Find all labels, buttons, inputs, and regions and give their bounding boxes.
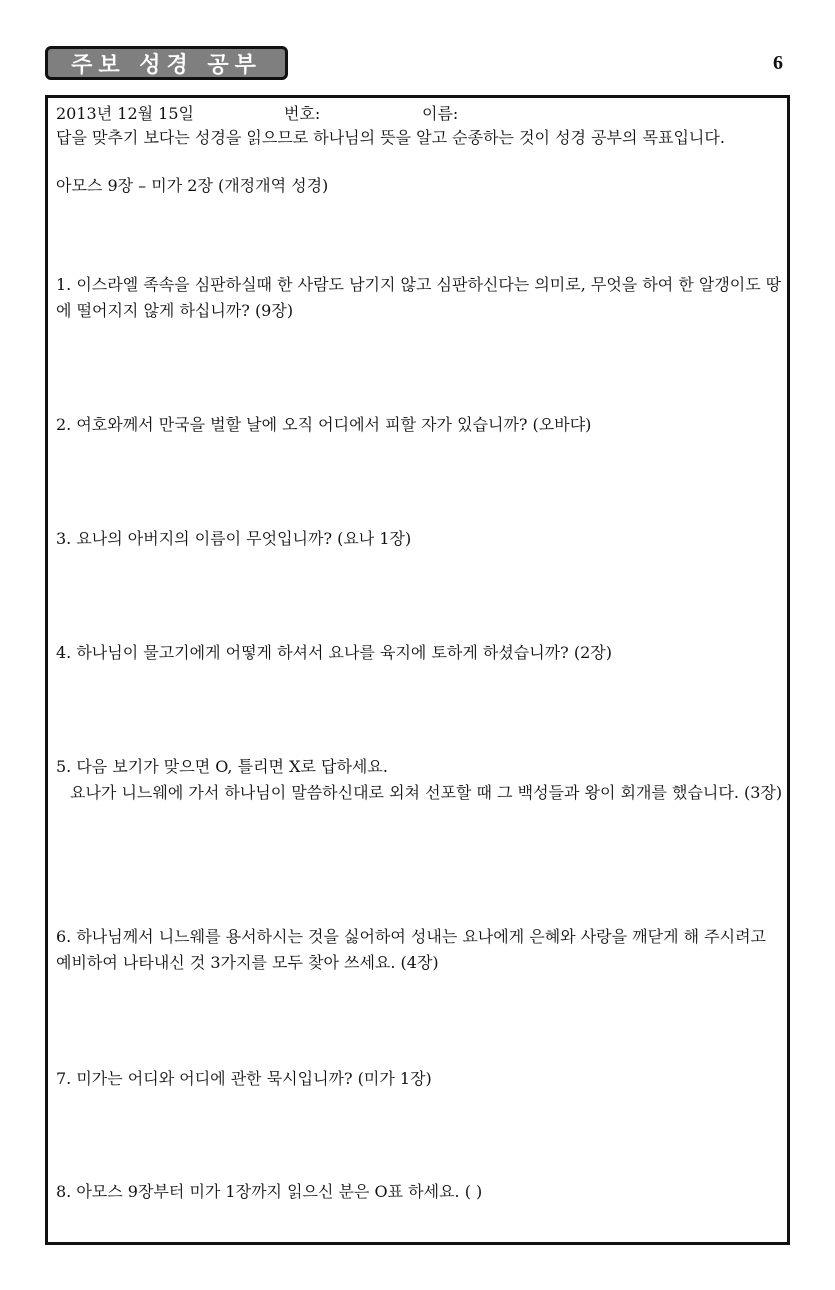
title-banner	[45, 46, 288, 80]
question-5-intro: 5. 다음 보기가 맞으면 O, 틀리면 X로 답하세요.	[56, 757, 388, 776]
question-2: 2. 여호와께서 만국을 벌할 날에 오직 어디에서 피할 자가 있습니까? (오바댜)	[56, 415, 592, 434]
question-1: 1. 이스라엘 족속을 심판하실때 한 사람도 남기지 않고 심판하신다는 의미로, 무엇을 하여 한 알갱이도 땅에 떨어지지 않게 하십니까? (9장)	[56, 275, 782, 320]
date-text: 2013년 12월 15일	[56, 104, 194, 123]
number-label: 번호:	[284, 104, 321, 123]
intro-text: 답을 맞추기 보다는 성경을 읽으므로 하나님의 뜻을 알고 순종하는 것이 성경 공부의 목표입니다.	[56, 128, 725, 147]
question-7: 7. 미가는 어디와 어디에 관한 묵시입니까? (미가 1장)	[56, 1069, 432, 1088]
page-number: 6	[773, 52, 783, 74]
scripture-range: 아모스 9장 – 미가 2장 (개정개역 성경)	[56, 176, 329, 195]
name-label: 이름:	[422, 104, 459, 123]
info-block	[56, 102, 784, 198]
page-title: 주보 성경 공부	[71, 52, 262, 78]
question-8: 8. 아모스 9장부터 미가 1장까지 읽으신 분은 O표 하세요. ( )	[56, 1182, 483, 1201]
header-row	[56, 102, 784, 126]
question-5	[56, 754, 784, 806]
question-6: 6. 하나님께서 니느웨를 용서하시는 것을 싫어하여 성내는 요나에게 은혜와 사랑을 깨닫게 해 주시려고 예비하여 나타내신 것 3가지를 모두 찾아 쓰세요. (4장)	[56, 927, 766, 972]
question-5-statement: 요나가 니느웨에 가서 하나님이 말씀하신대로 외쳐 선포할 때 그 백성들과 왕이 회개를 했습니다. (3장)	[70, 783, 783, 802]
question-4: 4. 하나님이 물고기에게 어떻게 하셔서 요나를 육지에 토하게 하셨습니까? (2장)	[56, 643, 612, 662]
question-3: 3. 요나의 아버지의 이름이 무엇입니까? (요나 1장)	[56, 529, 412, 548]
